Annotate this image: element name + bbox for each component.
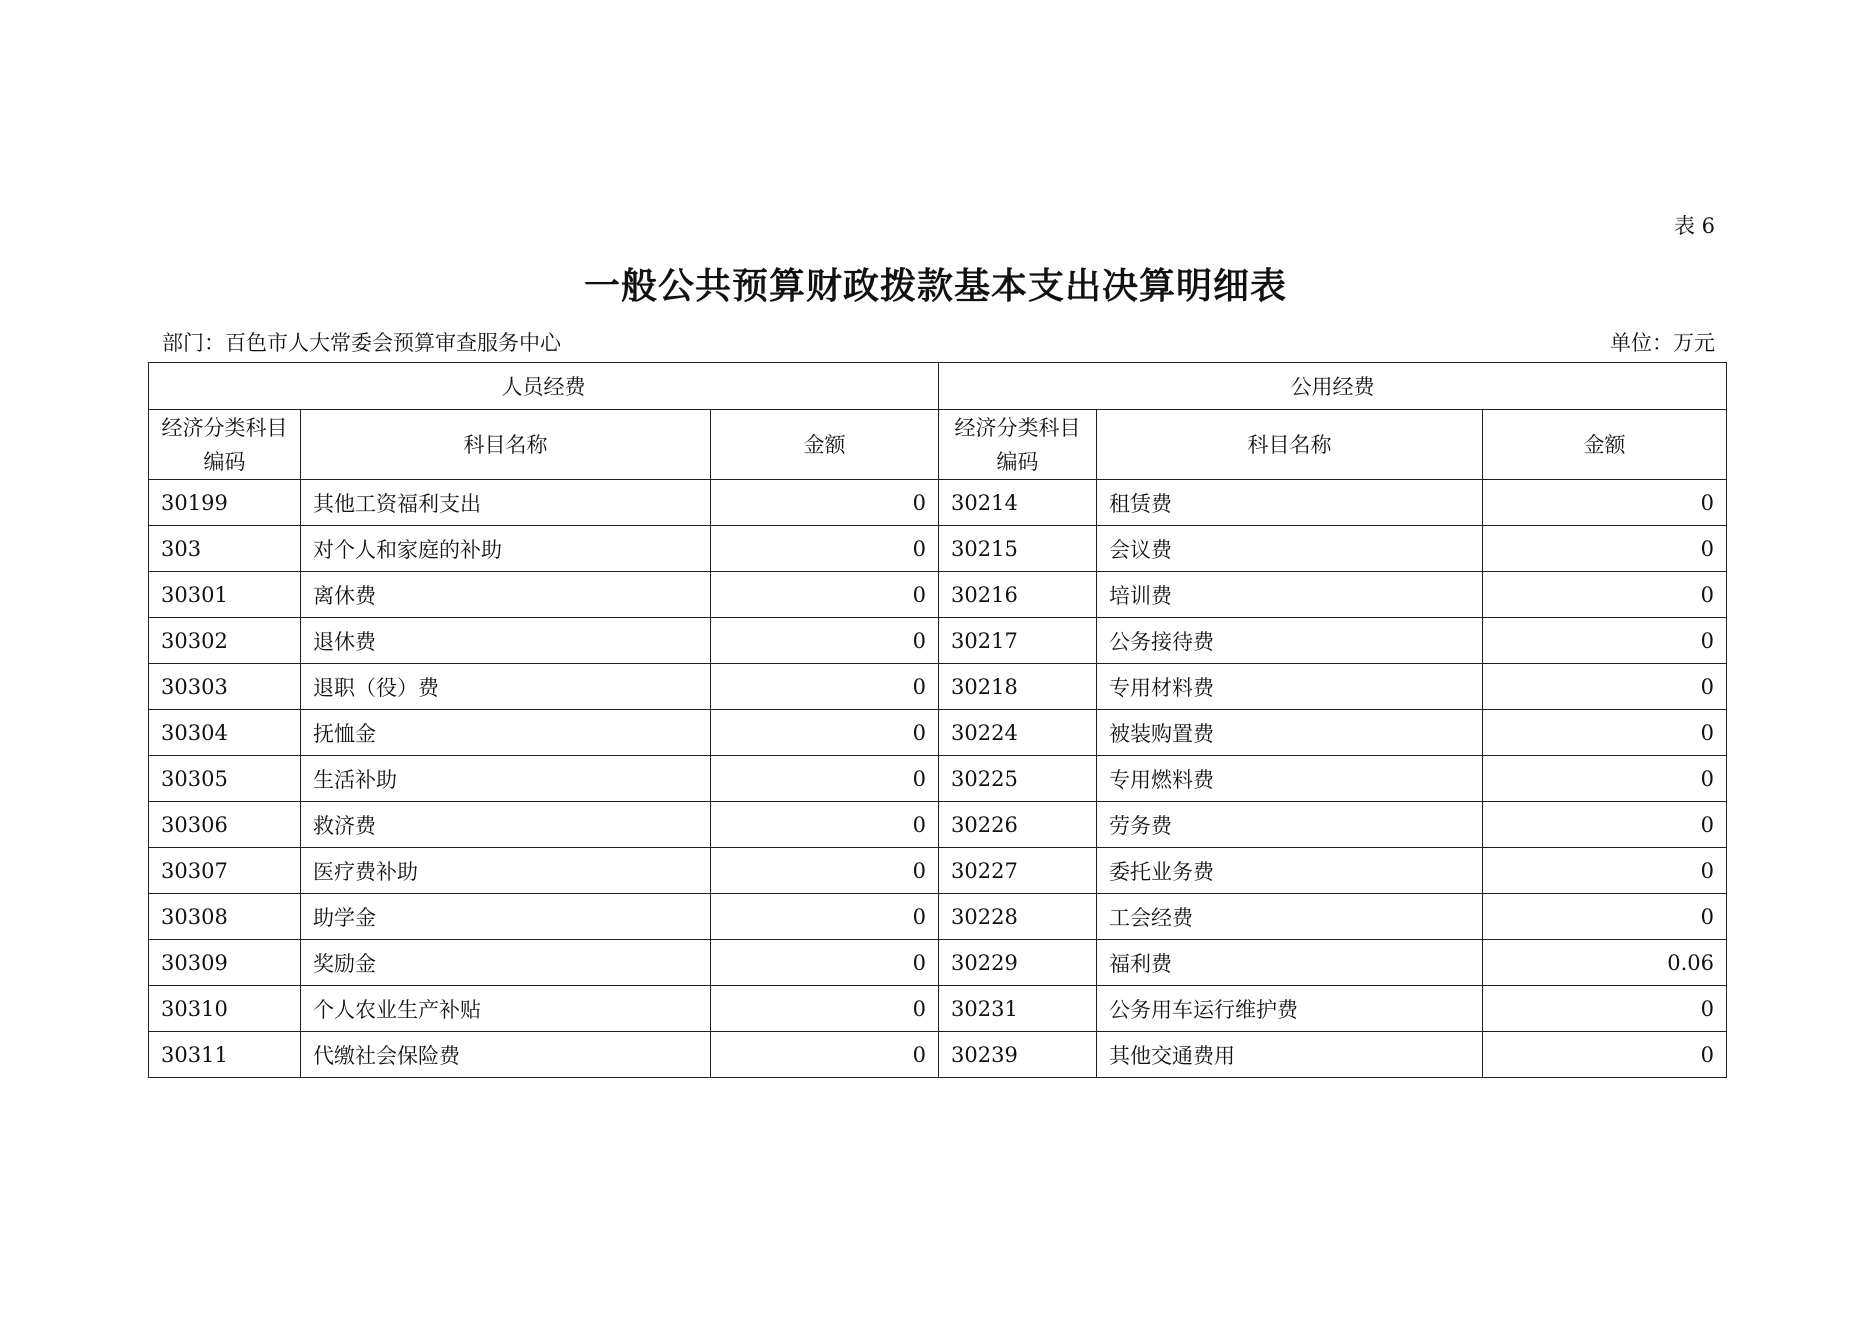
personnel-name-cell: 退休费 <box>301 618 711 664</box>
public-code-cell: 30215 <box>939 526 1097 572</box>
expenditure-detail-table <box>148 362 1727 1078</box>
personnel-code-cell: 30306 <box>149 802 301 848</box>
table-row <box>149 986 1727 1032</box>
public-name-cell: 劳务费 <box>1097 802 1483 848</box>
public-amount-cell: 0 <box>1483 986 1727 1032</box>
table-row <box>149 756 1727 802</box>
personnel-name-cell: 代缴社会保险费 <box>301 1032 711 1078</box>
public-amount-cell: 0 <box>1483 664 1727 710</box>
public-amount-cell: 0.06 <box>1483 940 1727 986</box>
public-code-cell: 30217 <box>939 618 1097 664</box>
public-name-cell: 委托业务费 <box>1097 848 1483 894</box>
personnel-amount-cell: 0 <box>711 526 939 572</box>
personnel-amount-cell: 0 <box>711 756 939 802</box>
table-row <box>149 894 1727 940</box>
personnel-name-cell: 助学金 <box>301 894 711 940</box>
public-amount-cell: 0 <box>1483 848 1727 894</box>
public-name-cell: 公务用车运行维护费 <box>1097 986 1483 1032</box>
public-name-cell: 培训费 <box>1097 572 1483 618</box>
personnel-code-cell: 30305 <box>149 756 301 802</box>
personnel-amount-cell: 0 <box>711 1032 939 1078</box>
table-row <box>149 802 1727 848</box>
column-header-amount: 金额 <box>1483 410 1727 480</box>
table-number: 表 6 <box>1673 214 1715 238</box>
personnel-code-cell: 30308 <box>149 894 301 940</box>
personnel-code-cell: 30303 <box>149 664 301 710</box>
personnel-code-cell: 30301 <box>149 572 301 618</box>
public-name-cell: 其他交通费用 <box>1097 1032 1483 1078</box>
personnel-name-cell: 对个人和家庭的补助 <box>301 526 711 572</box>
table-row <box>149 1032 1727 1078</box>
public-amount-cell: 0 <box>1483 710 1727 756</box>
personnel-name-cell: 其他工资福利支出 <box>301 480 711 526</box>
public-name-cell: 专用燃料费 <box>1097 756 1483 802</box>
public-code-cell: 30227 <box>939 848 1097 894</box>
public-code-cell: 30228 <box>939 894 1097 940</box>
personnel-amount-cell: 0 <box>711 664 939 710</box>
group-header-row <box>149 363 1727 410</box>
public-code-cell: 30218 <box>939 664 1097 710</box>
table-row <box>149 480 1727 526</box>
public-code-cell: 30225 <box>939 756 1097 802</box>
table-row <box>149 710 1727 756</box>
page-title: 一般公共预算财政拨款基本支出决算明细表 <box>583 265 1287 307</box>
personnel-code-cell: 30310 <box>149 986 301 1032</box>
public-name-cell: 公务接待费 <box>1097 618 1483 664</box>
personnel-name-cell: 离休费 <box>301 572 711 618</box>
column-header-name: 科目名称 <box>1097 410 1483 480</box>
column-header-code: 经济分类科目编码 <box>149 410 301 480</box>
table-row <box>149 940 1727 986</box>
column-header-name: 科目名称 <box>301 410 711 480</box>
public-name-cell: 会议费 <box>1097 526 1483 572</box>
public-name-cell: 工会经费 <box>1097 894 1483 940</box>
column-header-row <box>149 410 1727 480</box>
personnel-name-cell: 医疗费补助 <box>301 848 711 894</box>
group-header-public: 公用经费 <box>939 363 1727 410</box>
personnel-amount-cell: 0 <box>711 986 939 1032</box>
personnel-amount-cell: 0 <box>711 848 939 894</box>
public-amount-cell: 0 <box>1483 572 1727 618</box>
public-code-cell: 30229 <box>939 940 1097 986</box>
public-name-cell: 专用材料费 <box>1097 664 1483 710</box>
personnel-name-cell: 奖励金 <box>301 940 711 986</box>
personnel-name-cell: 个人农业生产补贴 <box>301 986 711 1032</box>
group-header-personnel: 人员经费 <box>149 363 939 410</box>
column-header-amount: 金额 <box>711 410 939 480</box>
public-code-cell: 30224 <box>939 710 1097 756</box>
personnel-amount-cell: 0 <box>711 802 939 848</box>
public-amount-cell: 0 <box>1483 894 1727 940</box>
personnel-name-cell: 退职（役）费 <box>301 664 711 710</box>
personnel-amount-cell: 0 <box>711 480 939 526</box>
personnel-amount-cell: 0 <box>711 940 939 986</box>
public-code-cell: 30231 <box>939 986 1097 1032</box>
public-amount-cell: 0 <box>1483 756 1727 802</box>
public-code-cell: 30214 <box>939 480 1097 526</box>
personnel-amount-cell: 0 <box>711 710 939 756</box>
public-name-cell: 被装购置费 <box>1097 710 1483 756</box>
personnel-code-cell: 30309 <box>149 940 301 986</box>
public-amount-cell: 0 <box>1483 618 1727 664</box>
table-row <box>149 848 1727 894</box>
table-row <box>149 618 1727 664</box>
public-amount-cell: 0 <box>1483 480 1727 526</box>
personnel-amount-cell: 0 <box>711 894 939 940</box>
personnel-code-cell: 30199 <box>149 480 301 526</box>
table-row <box>149 572 1727 618</box>
department-label: 部门：百色市人大常委会预算审查服务中心 <box>162 331 561 355</box>
unit-label: 单位：万元 <box>1610 331 1715 355</box>
table-meta <box>162 327 1715 357</box>
column-header-code: 经济分类科目编码 <box>939 410 1097 480</box>
personnel-amount-cell: 0 <box>711 572 939 618</box>
public-code-cell: 30239 <box>939 1032 1097 1078</box>
personnel-code-cell: 303 <box>149 526 301 572</box>
personnel-name-cell: 抚恤金 <box>301 710 711 756</box>
table-row <box>149 664 1727 710</box>
personnel-code-cell: 30307 <box>149 848 301 894</box>
table-row <box>149 526 1727 572</box>
public-code-cell: 30216 <box>939 572 1097 618</box>
public-amount-cell: 0 <box>1483 1032 1727 1078</box>
personnel-code-cell: 30311 <box>149 1032 301 1078</box>
public-amount-cell: 0 <box>1483 802 1727 848</box>
public-code-cell: 30226 <box>939 802 1097 848</box>
personnel-amount-cell: 0 <box>711 618 939 664</box>
public-name-cell: 租赁费 <box>1097 480 1483 526</box>
public-name-cell: 福利费 <box>1097 940 1483 986</box>
personnel-name-cell: 生活补助 <box>301 756 711 802</box>
personnel-code-cell: 30304 <box>149 710 301 756</box>
personnel-name-cell: 救济费 <box>301 802 711 848</box>
personnel-code-cell: 30302 <box>149 618 301 664</box>
public-amount-cell: 0 <box>1483 526 1727 572</box>
